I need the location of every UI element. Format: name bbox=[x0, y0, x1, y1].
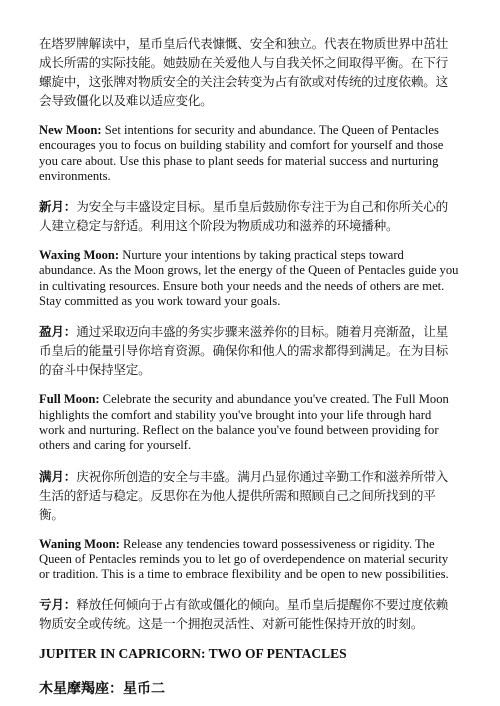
phase-zh-paragraph bbox=[39, 467, 459, 524]
phase-zh-text: 释放任何倾向于占有欲或僵化的倾向。星币皇后提醒你不要过度依赖物质安全或传统。这是一个拥抱灵活性、对新可能性保持开放的时刻。 bbox=[39, 597, 449, 632]
phase-en-label: Full Moon: bbox=[39, 392, 100, 407]
phase-zh-paragraph bbox=[39, 197, 459, 235]
phase-en-label: Waxing Moon: bbox=[39, 248, 120, 263]
intro-paragraph-zh: 在塔罗牌解读中，星币皇后代表慷慨、安全和独立。代表在物质世界中茁壮成长所需的实际技能。她鼓励在关爱他人与自我关怀之间取得平衡。在下行螺旋中，这张牌对物质安全的关注会转变为占有欲或对传统的过度依赖。这会导致僵化以及难以适应变化。 bbox=[39, 36, 448, 108]
phase-en-text: Release any tendencies toward possessiveness or rigidity. The Queen of Pentacles reminds you to let go of overdependence on material security or tradition. This is a time to embrace flexibility and be open to new possibilities. bbox=[39, 536, 449, 582]
phase-en-paragraph bbox=[39, 392, 459, 453]
phase-en-paragraph bbox=[39, 123, 459, 184]
phase-zh-label: 满月： bbox=[39, 468, 77, 484]
phase-new-moon bbox=[39, 123, 459, 235]
document-page bbox=[39, 34, 459, 698]
section-heading-en: JUPITER IN CAPRICORN: TWO OF PENTACLES bbox=[39, 646, 347, 662]
phase-en-label: New Moon: bbox=[39, 123, 102, 137]
phase-zh-text: 通过采取迈向丰盛的务实步骤来滋养你的目标。随着月亮渐盈，让星币皇后的能量引导你培育资源。确保你和他人的需求都得到满足。在为目标的奋斗中保持坚定。 bbox=[39, 324, 449, 378]
phase-en-label: Waning Moon: bbox=[39, 536, 120, 551]
phase-zh-label: 新月： bbox=[39, 199, 77, 215]
phase-en-paragraph bbox=[39, 248, 459, 309]
phase-zh-label: 亏月： bbox=[39, 597, 77, 613]
section-heading-zh: 木星摩羯座：星币二 bbox=[39, 681, 165, 698]
phase-en-text: Nurture your intentions by taking practical steps toward abundance. As the Moon grows, let the energy of the Queen of Pentacles guide you in cultivating resources. Ensure both your needs and the needs of others are met. Stay committed as you work toward your goals. bbox=[39, 248, 459, 309]
phase-waxing-moon bbox=[39, 248, 459, 379]
phase-en-text: Celebrate the security and abundance you've created. The Full Moon highlights the comfort and stability you've brought into your life through hard work and nurturing. Reflect on the balance you've found between providing for others and caring for yourself. bbox=[39, 392, 449, 453]
phase-zh-text: 为安全与丰盛设定目标。星币皇后鼓励你专注于为自己和你所关心的人建立稳定与舒适。利用这个阶段为物质成功和滋养的环境播种。 bbox=[39, 199, 449, 234]
phase-en-paragraph bbox=[39, 537, 459, 583]
phase-zh-paragraph bbox=[39, 322, 459, 379]
phase-zh-paragraph bbox=[39, 595, 459, 633]
phase-en-text: Set intentions for security and abundance. The Queen of Pentacles encourages you to focus on building stability and comfort for yourself and those you care about. Use this phase to plant seeds for material success and nurturing environments. bbox=[39, 123, 444, 183]
phase-zh-label: 盈月： bbox=[39, 324, 77, 340]
phase-full-moon bbox=[39, 392, 459, 523]
phase-zh-text: 庆祝你所创造的安全与丰盛。满月凸显你通过辛勤工作和滋养所带入生活的舒适与稳定。反思你在为他人提供所需和照顾自己之间所找到的平衡。 bbox=[39, 468, 449, 522]
phase-waning-moon bbox=[39, 537, 459, 634]
